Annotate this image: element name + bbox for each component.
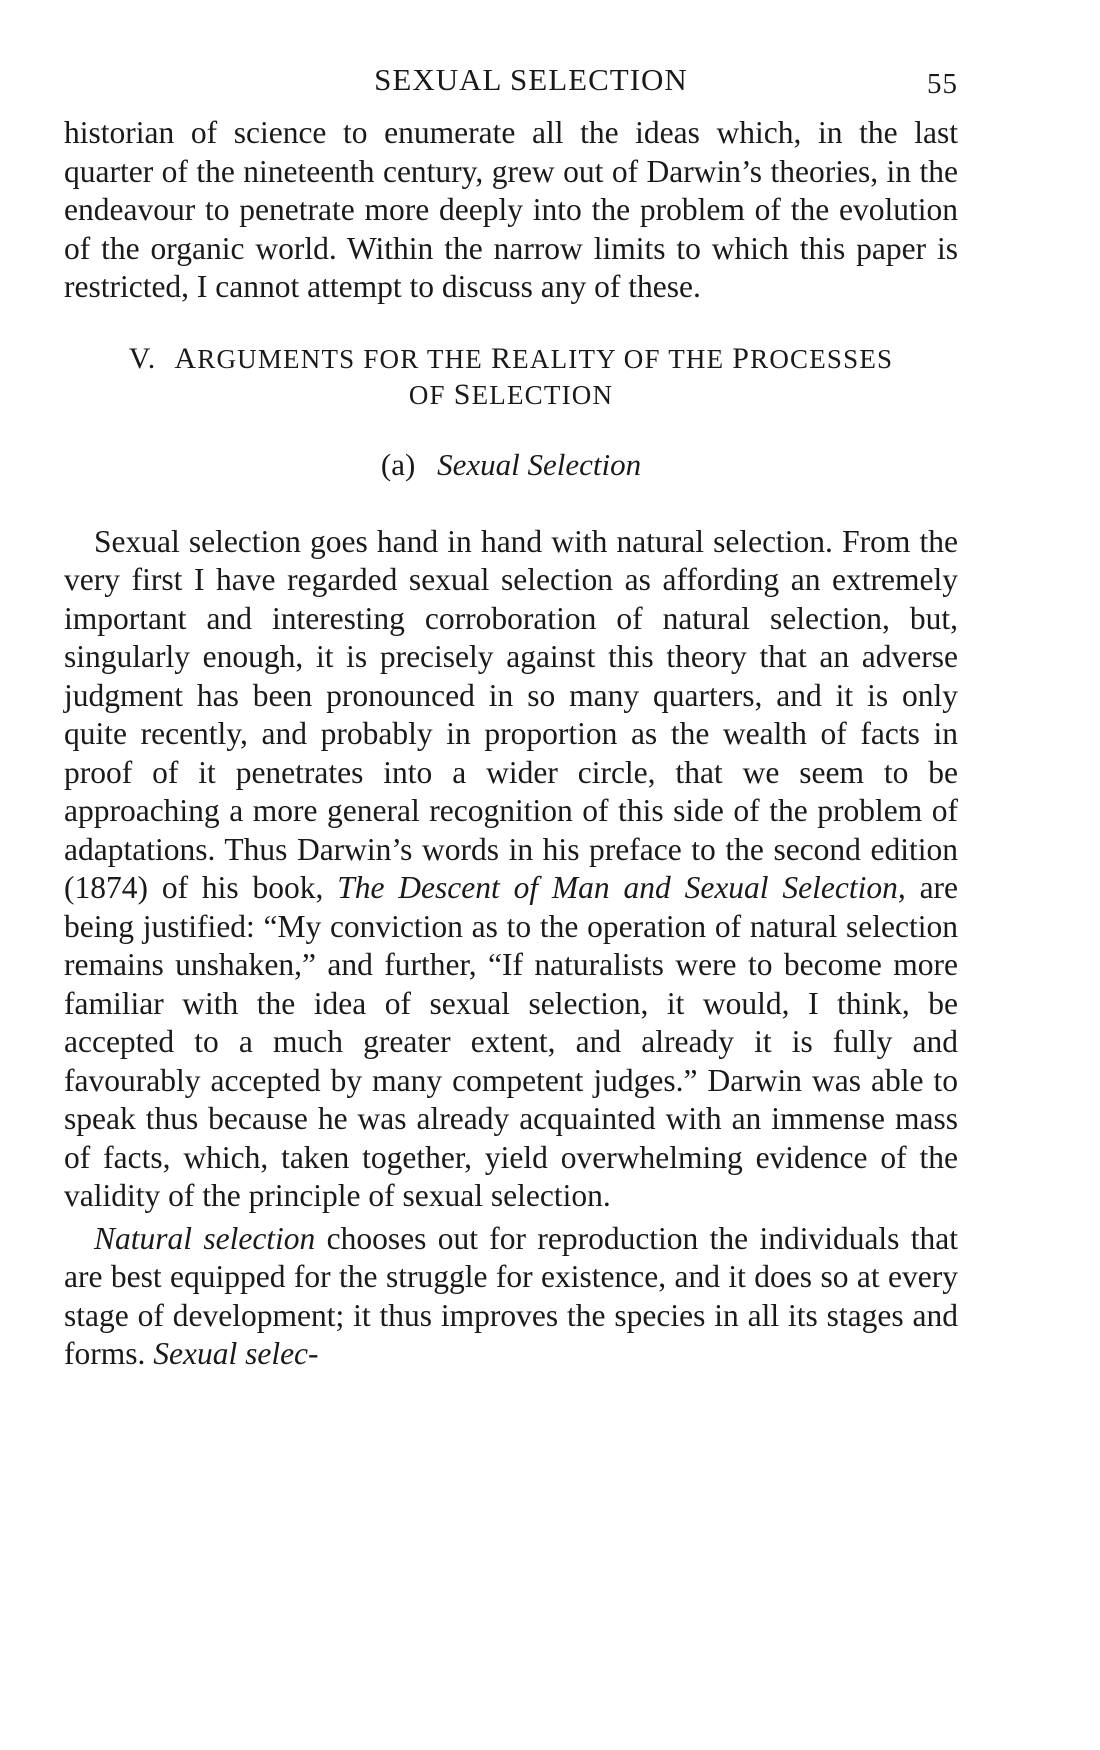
paragraph-text: are being justified: “My conviction as to the operation of natural selection remains unshaken,” and further, “If naturalists were to become more familiar with the idea of sexual selection, it would, I think, be accepted to a much greater extent, and already it is fully and favourably accepted by many competent judges.” Darwin was able to speak thus because he was already acquainted with an immense mass of facts, which, taken together, yield overwhelming evidence of the validity of the principle of sexual selection.	[64, 870, 959, 1213]
heading-word: ELECTION	[471, 379, 614, 410]
paragraph-text: chooses out for reproduction the individuals that are best equipped for the struggle for existence, and it does so at every stage of development; it thus improves the species in all its stages and forms.	[64, 1220, 959, 1371]
body-paragraph-2	[64, 1220, 958, 1374]
book-page	[64, 62, 958, 1374]
heading-word: RGUMENTS	[197, 343, 356, 374]
heading-word: EALITY	[512, 343, 616, 374]
term-natural-selection: Natural selection	[94, 1220, 316, 1256]
section-numeral: V.	[128, 341, 157, 375]
section-heading	[64, 341, 958, 413]
heading-word: OF	[408, 379, 446, 410]
heading-word: THE	[668, 343, 725, 374]
subsection-heading	[64, 447, 958, 483]
heading-initial: R	[490, 341, 513, 375]
continuation-paragraph: historian of science to enumerate all the ideas which, in the last quarter of the nineteenth century, grew out of Darwin’s theories, in the endeavour to penetrate more deeply into the problem of the evolution of the organic world. Within the narrow limits to which this paper is restricted, I cannot attempt to discuss any of these.	[64, 115, 958, 304]
page-number: 55	[927, 68, 958, 100]
heading-word: ROCESSES	[750, 343, 894, 374]
running-head	[64, 62, 958, 108]
subsection-label: (a)	[380, 446, 416, 482]
heading-word: FOR	[363, 343, 420, 374]
heading-word: THE	[426, 343, 483, 374]
term-sexual-selection: Sexual selec-	[153, 1336, 319, 1371]
body-paragraph-1	[64, 523, 958, 1216]
heading-initial: P	[732, 341, 751, 375]
book-title: The Descent of Man and Sexual Selection,	[337, 870, 906, 905]
subsection-title: Sexual Selection	[437, 446, 642, 482]
heading-initial: A	[174, 341, 198, 375]
heading-word: OF	[623, 343, 661, 374]
running-head-title: SEXUAL SELECTION	[374, 62, 688, 97]
heading-initial: S	[453, 377, 472, 411]
paragraph-text: Sexual selection goes hand in hand with natural selection. From the very first I have regarded sexual selection as affording an extremely important and interesting corroboration of natural selection, but, singularly enough, it is precisely against this theory that an adverse judgment has been pronounced in so many quarters, and it is only quite recently, and probably in proportion as the wealth of facts in proof of it penetrates into a wider circle, that we seem to be approaching a more general recognition of this side of the problem of adaptations. Thus Darwin’s words in his preface to the second edition (1874) of his book,	[64, 523, 958, 905]
